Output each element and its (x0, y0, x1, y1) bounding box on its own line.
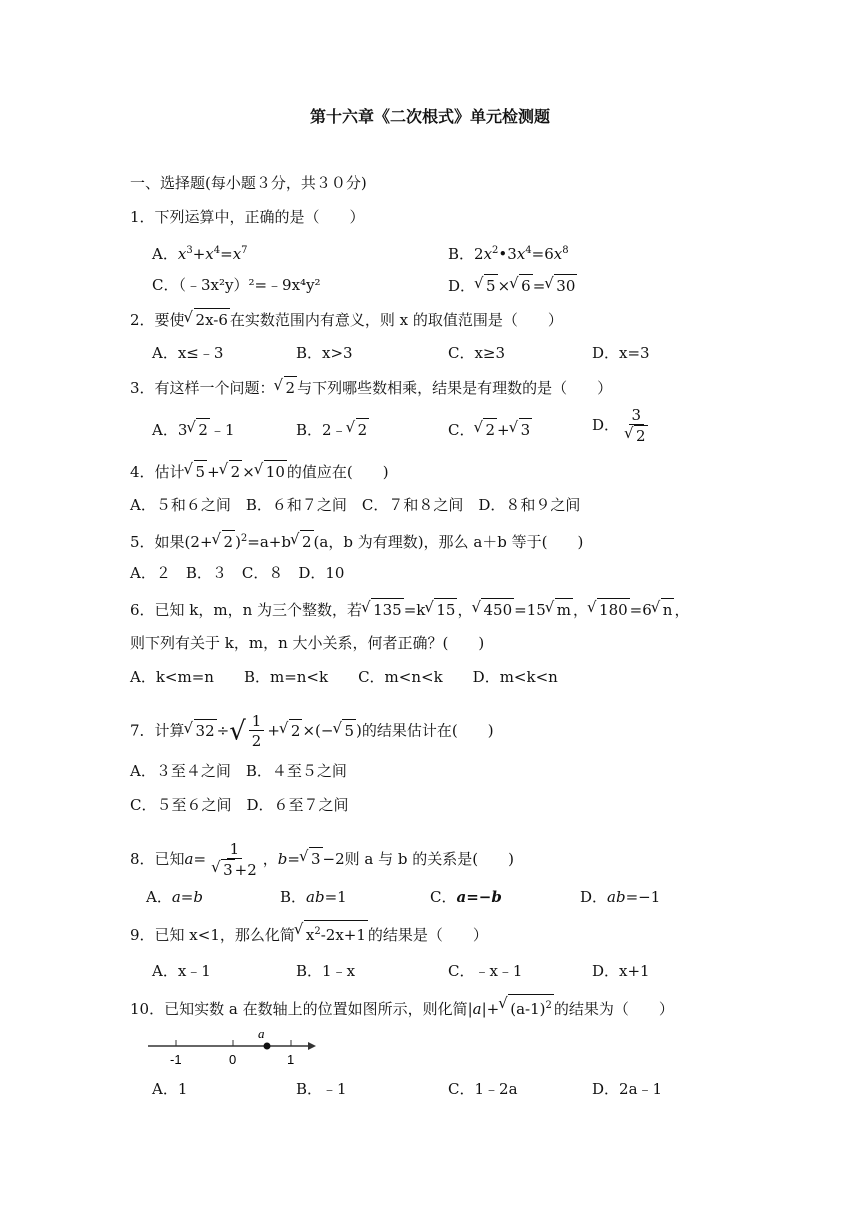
label-0: 0 (229, 1052, 237, 1067)
q10-option-c[interactable]: C．1﹣2a (448, 1080, 518, 1098)
q8-option-a[interactable]: A．a=b (146, 888, 203, 906)
q10-option-b[interactable]: B．﹣1 (296, 1080, 347, 1098)
q1-option-a[interactable]: A．$x^3+x^4=x^7$ (152, 245, 248, 263)
q9-option-c[interactable]: C．﹣x﹣1 (448, 962, 523, 980)
q2-option-d[interactable]: D．x=3 (592, 344, 650, 362)
question-10: 10．已知实数 a 在数轴上的位置如图所示，则化简|a|+√ $(a-1)^2$ 的结果为（ ） (130, 994, 674, 1020)
q3-option-b[interactable]: B．2﹣√ 2 (296, 418, 369, 441)
q9-option-b[interactable]: B．1﹣x (296, 962, 356, 980)
question-2: 2．要使√ 2x-6 在实数范围内有意义，则 x 的取值范围是（ ） (130, 308, 563, 331)
question-6: 6．已知 k，m，n 为三个整数，若√ 135 =k√ 15 ，√ 450 =15√ m ，√ 180 =6√ n ， (130, 598, 689, 621)
q3-option-c[interactable]: C．√ 2 +√ 3 (448, 418, 532, 441)
q5-options[interactable]: A．２ B．３ C．８ D．10 (130, 564, 345, 582)
label--1: -1 (170, 1052, 182, 1067)
question-1: 1．下列运算中，正确的是（ ） (130, 208, 365, 226)
q10-option-a[interactable]: A．1 (152, 1080, 188, 1098)
q2-option-a[interactable]: A．x≤﹣3 (152, 344, 224, 362)
q2-option-c[interactable]: C．x≥3 (448, 344, 506, 362)
question-7: 7．计算√ 32 ÷√ $\frac{1}{2}$ +√ 2 ×(−√ 5 )的结果估计在( ) (130, 712, 494, 751)
q2-option-b[interactable]: B．x>3 (296, 344, 353, 362)
section-heading: 一、选择题(每小题３分，共３０分) (130, 174, 367, 192)
question-6-line2: 则下列有关于 k，m，n 大小关系，何者正确？( ) (130, 634, 485, 652)
q8-option-d[interactable]: D．ab=−1 (580, 888, 661, 906)
q8-option-b[interactable]: B．ab=1 (280, 888, 347, 906)
q1-option-b[interactable]: B．$2x^2•3x^4=6x^8$ (448, 245, 569, 263)
q7-options-1[interactable]: A．３至４之间 B．４至５之间 (130, 762, 347, 780)
q9-option-d[interactable]: D．x+1 (592, 962, 650, 980)
label-1: 1 (287, 1052, 295, 1067)
q1-option-c[interactable]: C．（﹣3x²y）²=﹣9x⁴y² (152, 276, 321, 294)
question-9: 9．已知 x<1，那么化简√ $x^2-2x+1$ 的结果是（ ） (130, 920, 488, 946)
q7-options-2[interactable]: C．５至６之间 D．６至７之间 (130, 796, 349, 814)
q3-option-a[interactable]: A．3√ 2 ﹣1 (152, 418, 234, 441)
q1-option-d[interactable]: D．√ 5 ×√ 6 =√ 30 (448, 274, 577, 297)
question-4: 4．估计√ 5 +√ 2 ×√ 10 的值应在( ) (130, 460, 389, 483)
q6-options[interactable]: A．k<m=n B．m=n<k C．m<n<k D．m<k<n (130, 668, 558, 686)
point-a (264, 1043, 271, 1050)
page-title: 第十六章《二次根式》单元检测题 (309, 107, 550, 126)
q9-option-a[interactable]: A．x﹣1 (152, 962, 211, 980)
q4-options[interactable]: A．５和６之间 B．６和７之间 C．７和８之间 D．８和９之间 (130, 496, 581, 514)
axis-arrow (308, 1042, 316, 1050)
question-8: 8．已知a= 1 √ 3 +2 ，b=√ 3 −2则 a 与 b 的关系是( ) (130, 840, 514, 880)
q3-option-d[interactable]: D． 3 √ 2 (592, 406, 654, 446)
question-3: 3．有这样一个问题：√ 2 与下列哪些数相乘，结果是有理数的是（ ） (130, 376, 612, 399)
label-a: a (258, 1026, 265, 1041)
q8-option-c[interactable]: C．a=−b (430, 888, 502, 906)
question-5: 5．如果(2+√ 2 )$^2$=a+b√ 2 (a，b 为有理数)，那么 a＋b 等于( ) (130, 528, 583, 553)
number-line (148, 1026, 318, 1070)
q10-option-d[interactable]: D．2a﹣1 (592, 1080, 663, 1098)
